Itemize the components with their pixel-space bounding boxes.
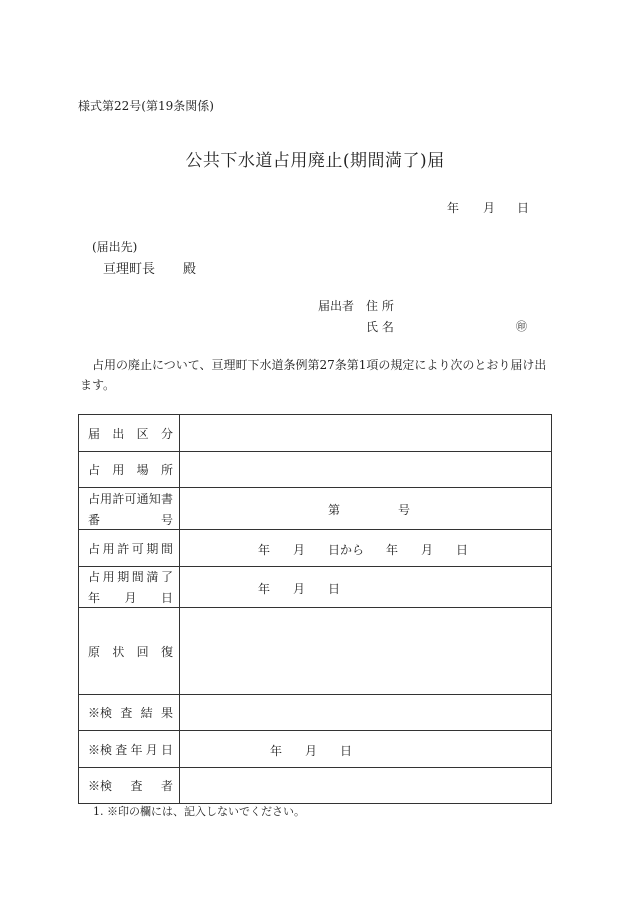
label-char: 占 bbox=[88, 541, 101, 556]
label-char: 占 bbox=[88, 463, 101, 477]
label-char: 果 bbox=[160, 706, 173, 720]
label-char: 満 bbox=[146, 570, 159, 584]
label-char: ※検 bbox=[88, 706, 113, 720]
label-cell bbox=[79, 488, 180, 530]
label-char: 可 bbox=[124, 491, 137, 506]
label-cell bbox=[79, 608, 180, 695]
table-row bbox=[79, 608, 552, 695]
label-char: 復 bbox=[160, 644, 173, 659]
label-char: 用 bbox=[102, 541, 115, 556]
notification-category-field[interactable] bbox=[180, 415, 552, 452]
notifier-label: 届出者 bbox=[318, 299, 355, 313]
label-char: 可 bbox=[131, 541, 144, 556]
label-cell bbox=[79, 768, 180, 804]
label-char: ※検 bbox=[88, 779, 113, 793]
label-char: 許 bbox=[117, 541, 130, 556]
label-char: 占 bbox=[88, 570, 101, 584]
table-row bbox=[79, 488, 552, 530]
label-char: 日 bbox=[160, 742, 173, 757]
label-char: 許 bbox=[112, 491, 125, 506]
label-char: 所 bbox=[160, 463, 173, 477]
addressee-honorific: 殿 bbox=[183, 262, 197, 277]
body-text: 占用の廃止について、亘理町下水道条例第27条第1項の規定により次のとおり届け出ます。 bbox=[80, 358, 547, 392]
date-day-label: 日 bbox=[517, 201, 530, 215]
inspection-result-field[interactable] bbox=[180, 695, 552, 731]
form-number: 様式第22号(第19条関係) bbox=[78, 99, 214, 113]
label-char: 届 bbox=[88, 426, 101, 441]
number-suffix: 号 bbox=[398, 503, 411, 517]
label-char: 間 bbox=[160, 541, 173, 556]
label-char: 原 bbox=[88, 644, 101, 659]
period-end-year: 年 bbox=[386, 543, 399, 557]
label-char: 期 bbox=[117, 570, 130, 584]
period-end-month: 月 bbox=[421, 543, 434, 557]
name-label: 氏 名 bbox=[366, 320, 394, 334]
label-char: 月 bbox=[145, 742, 158, 757]
label-char: 占 bbox=[88, 491, 101, 506]
occupancy-location-field[interactable] bbox=[180, 452, 552, 488]
addressee-name: 亘理町長 bbox=[103, 262, 156, 277]
expiry-day: 日 bbox=[328, 582, 341, 596]
label-char: 号 bbox=[160, 512, 173, 527]
label-char: 査 bbox=[130, 779, 143, 793]
form-table bbox=[78, 414, 552, 804]
label-char: 日 bbox=[160, 591, 173, 605]
label-char: 回 bbox=[136, 644, 149, 659]
label-cell bbox=[79, 731, 180, 768]
period-end-day: 日 bbox=[456, 543, 469, 557]
permit-period-field[interactable] bbox=[180, 530, 552, 567]
date-month-label: 月 bbox=[483, 201, 496, 215]
label-char: 年 bbox=[130, 742, 143, 757]
label-char: 分 bbox=[160, 426, 173, 441]
label-char: 了 bbox=[160, 570, 173, 584]
label-char: 書 bbox=[160, 491, 173, 506]
inspector-field[interactable] bbox=[180, 768, 552, 804]
label-char: 状 bbox=[112, 644, 125, 659]
period-start-day: 日から bbox=[328, 543, 365, 557]
label-char: ※検 bbox=[88, 742, 113, 757]
inspection-month: 月 bbox=[305, 744, 318, 758]
label-char: 知 bbox=[148, 491, 161, 506]
label-char: 通 bbox=[136, 491, 149, 506]
table-row bbox=[79, 530, 552, 567]
period-start-month: 月 bbox=[293, 543, 306, 557]
inspection-year: 年 bbox=[270, 744, 283, 758]
table-row bbox=[79, 452, 552, 488]
label-cell bbox=[79, 695, 180, 731]
inspection-day: 日 bbox=[340, 744, 353, 758]
label-char: 間 bbox=[131, 570, 144, 584]
label-char: 番 bbox=[88, 512, 101, 527]
label-char: 区 bbox=[136, 426, 149, 441]
label-cell bbox=[79, 452, 180, 488]
document-title: 公共下水道占用廃止(期間満了)届 bbox=[185, 151, 445, 171]
label-cell bbox=[79, 415, 180, 452]
footnote: 1. ※印の欄には、記入しないでください。 bbox=[93, 805, 305, 818]
label-char: 者 bbox=[160, 779, 173, 793]
permit-notice-number-field[interactable] bbox=[180, 488, 552, 530]
inspection-date-field[interactable] bbox=[180, 731, 552, 768]
seal-mark: ㊞ bbox=[516, 320, 527, 333]
expiry-year: 年 bbox=[258, 582, 271, 596]
label-char: 用 bbox=[102, 570, 115, 584]
date-year-label: 年 bbox=[447, 201, 460, 215]
restoration-field[interactable] bbox=[180, 608, 552, 695]
label-char: 査 bbox=[120, 706, 133, 720]
table-row bbox=[79, 415, 552, 452]
label-char: 出 bbox=[112, 426, 125, 441]
label-char: 年 bbox=[88, 591, 101, 605]
expiry-date-field[interactable] bbox=[180, 567, 552, 608]
label-char: 査 bbox=[115, 742, 128, 757]
expiry-month: 月 bbox=[293, 582, 306, 596]
address-label: 住 所 bbox=[366, 299, 394, 313]
addressee-label: (届出先) bbox=[92, 240, 138, 254]
label-char: 用 bbox=[112, 463, 125, 477]
label-cell bbox=[79, 567, 180, 608]
number-prefix: 第 bbox=[328, 503, 341, 517]
period-start-year: 年 bbox=[258, 543, 271, 557]
label-cell bbox=[79, 530, 180, 567]
table-row bbox=[79, 768, 552, 804]
label-char: 期 bbox=[146, 541, 159, 556]
table-row bbox=[79, 695, 552, 731]
label-char: 用 bbox=[100, 491, 113, 506]
label-char: 場 bbox=[136, 463, 149, 477]
label-char: 結 bbox=[140, 706, 153, 720]
table-row bbox=[79, 731, 552, 768]
table-row bbox=[79, 567, 552, 608]
label-char: 月 bbox=[124, 591, 137, 605]
